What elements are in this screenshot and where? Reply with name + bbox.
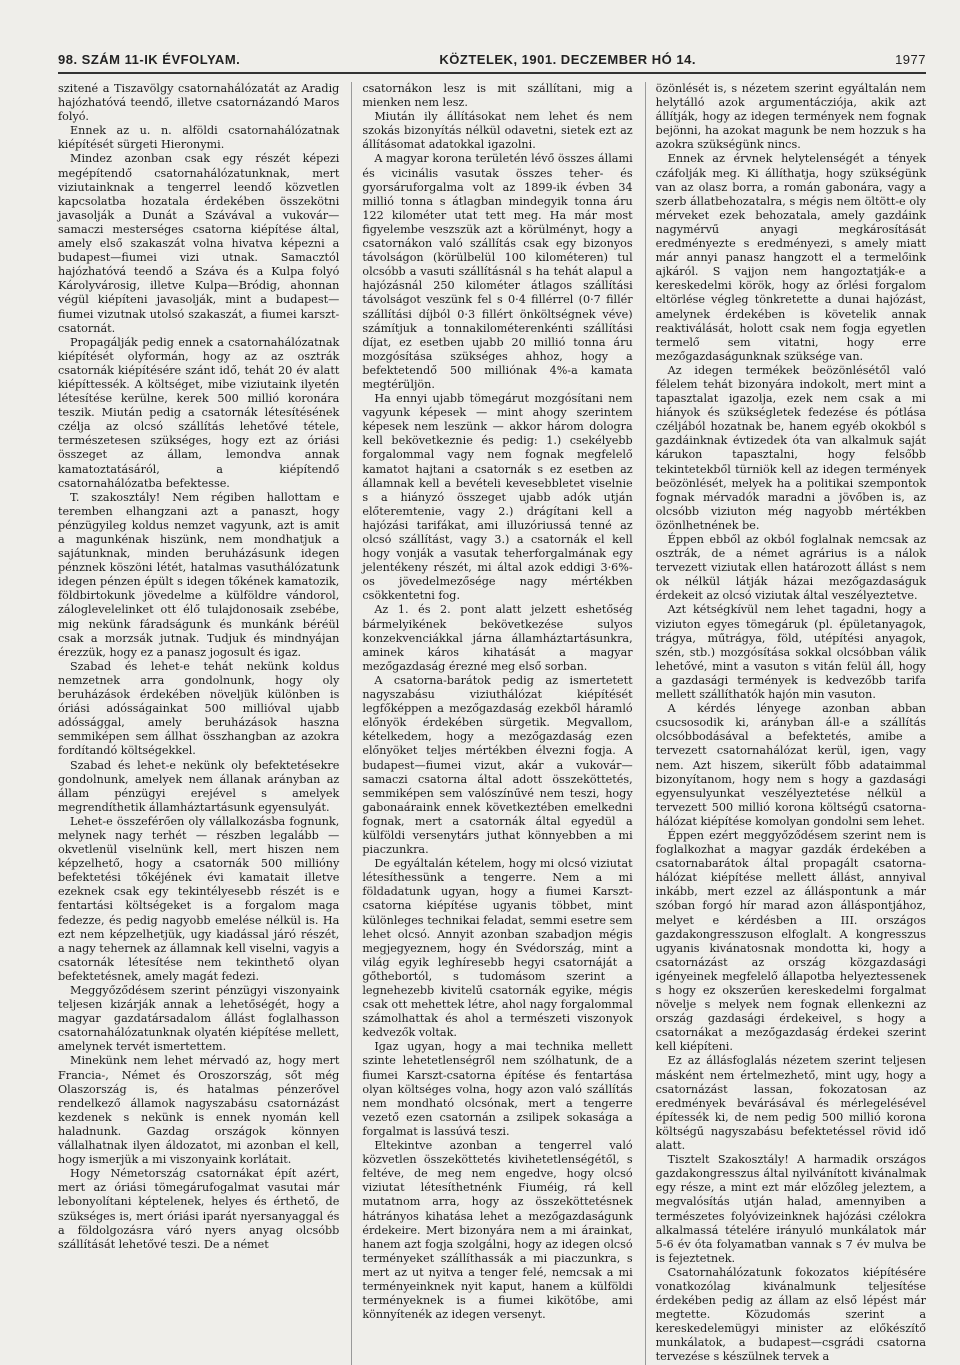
column-3 bbox=[645, 82, 926, 1365]
paragraph: Miután ily állításokat nem lehet és nem szokás bizonyítás nélkül odavetni, sietek ezt az állításomat adatokkal igazolni. bbox=[362, 110, 633, 152]
paragraph: Éppen ebből az okból foglalnak nemcsak az osztrák, de a német agrárius is a nálok tervezett viziutak ellen határozott állást s nem ok nélkül látják házai mezőgazdaságuk érdekeit az olcsó viziutak által veszélyeztetve. bbox=[655, 533, 926, 603]
paragraph: Mindez azonban csak egy részét képezi megépítendő csatornahálózatunknak, mert viziutainknak a tengerrel leendő közvetlen kapcsolatba hozatala érdekében összekötni javasolják a Dunát a Szávával a vukovár—samaczi mesterséges csatorna kiépítése által, amely első szakaszát volna hivatva képezni a budapest—fiumei vizi utnak. Samacztól hajózhatóvá teendő a Száva és a Kulpa folyó Károlyvárosig, illetve Kulpa—Bródig, ahonnan végül kiépíteni javasolják, mint a budapest—fiumei vizutnak utolsó szakaszát, a fiumei karszt-csatornát. bbox=[58, 152, 340, 335]
paragraph: Szabad és lehet-e tehát nekünk koldus nemzetnek arra gondolnunk, hogy oly beruházások érdekében növeljük különben is óriási adósságainkat 500 millióval ujabb adóssággal, amely beruházások haszna semmiképen sem állhat összhangban az azokra fordítandó költségekkel. bbox=[58, 659, 340, 758]
paragraph: A csatorna-barátok pedig az ismertetett nagyszabásu viziuthálózat kiépítését legfőképpen a mezőgazdaság ezekből háramló előnyök érdekében sürgetik. Megvallom, kételkedem, hogy a mezőgazdaság ezen előnyöket teljes mértékben élvezni fogja. A budapest—fiumei vizut, akár a vukovár—samaczi csatorna által adott összeköttetés, semmiképen sem valószínűvé nem teszi, hogy gabonaáraink ennek következtében emelkedni fognak, mert a csatornák által egyedül a külföldi versenytárs juthat könnyebben a mi piaczunkra. bbox=[362, 673, 633, 857]
paragraph: Hogy Németország csatornákat épít azért, mert az óriási tömegárufogalmat vasutai már lebonyolítani képtelenek, helyes és érthető, de szükséges is, mert óriási iparát nyersanyaggal és a földolgozásra váró nyers anyag olcsóbb szállítását lehetővé teszi. De a német bbox=[58, 1167, 340, 1251]
paragraph: Csatornahálózatunk fokozatos kiépítésére vonatkozólag kivánalmunk teljesítése érdekében pedig az állam az első lépést már megtette. Közudomás szerint a kereskedelemügyi minister az előkészítő munkálatok, a budapest—csgrádi csatorna tervezése s készülnek tervek a bbox=[655, 1265, 926, 1364]
column-2 bbox=[351, 82, 632, 1365]
paragraph: szitené a Tiszavölgy csatornahálózatát az Aradig hajózhatóvá teendő, illetve csatornázandó Maros folyó. bbox=[58, 82, 340, 124]
paragraph: A magyar korona területén lévő összes állami és vicinális vasutak összes teher- és gyorsáruforgalma volt az 1899-ik évben 34 millió tonna s átlagban mindegyik tonna áru 122 kilométer utat tett meg. Ha már most figyelembe veszszük azt a körülményt, hogy a csatornákon való szállítás csak egy bizonyos távolságon (körülbelül 100 kilométeren) tul olcsóbb a vasuti szállításnál s ha tehát alapul a hajózásnál 250 kilométer átlagos szállítási távolságot veszünk fel s 0·4 fillérrel (0·7 fillér szállítási díjból 0·3 fillért önköltségnek véve) számítjuk a tonnakilométerenkénti szállítási díjat, ez esetben ujabb 20 millió tonna áru mozgósítása szükséges ahhoz, hogy a befektetendő 500 milliónak 4%-a kamata megtérüljön. bbox=[362, 152, 633, 391]
paragraph: Propagálják pedig ennek a csatornahálózatnak kiépítését olyformán, hogy az az osztrák csatornák kiépítésére szánt idő, tehát 20 év alatt kiépíttessék. A költséget, mibe viziutaink ilyetén létesítése kerülne, kerek 500 millió koronára teszik. Miután pedig a csatornák létesítésének czélja az olcsó szállítás lehetővé tétele, természetesen szükséges, hogy ezt az óriási összeget az állam, lemondva annak kamatoztatásáról, a kiépítendő csatornahálózatba befektesse. bbox=[58, 335, 340, 490]
paragraph: Azt kétségkívül nem lehet tagadni, hogy a viziuton egyes tömegáruk (pl. épületanyagok, trágya, műtrágya, föld, utépítési anyagok, szén, stb.) mozgósítása sokkal olcsóbban válik lehetővé, mint a vasuton s vitán felül áll, hogy a gazdasági termények is kedvezőbb tarifa mellett szállíthatók hajón min vasuton. bbox=[655, 603, 926, 702]
page-number: 1977 bbox=[895, 52, 926, 67]
paragraph: Igaz ugyan, hogy a mai technika mellett szinte lehetetlenségről nem szólhatunk, de a fiumei Karszt-csatorna építése és fentartása olyan költséges volna, hogy azon való szállítás nem mondható olcsónak, mert a tengerre vezető ezen csatornán a zsilipek sokasága a forgalmat is lassúvá teszi. bbox=[362, 1040, 633, 1138]
issue-number: 98. SZÁM 11-IK ÉVFOLYAM. bbox=[58, 52, 241, 67]
paragraph: Az idegen termékek beözönlésétől való félelem tehát bizonyára indokolt, mert mint a tapasztalat igazolja, ezek nem csak a mi hiányok és szükségletek fedezése és pótlása czéljából hozatnak be, hanem egyéb okokból s gazdáinknak évtizedek óta van alkalmuk saját kárukon tapasztalni, hogy felsőbb tekintetekből türniök kell az idegen termények beözönlését, melyek ha a politikai szempontok fognak mérvadók maradni a jövőben is, az olcsóbb viziuton még nagyobb mértékben özönlhetnének be. bbox=[655, 363, 926, 532]
page-header bbox=[58, 52, 926, 67]
paragraph: Meggyőződésem szerint pénzügyi viszonyaink teljesen kizárják annak a lehetőségét, hogy a magyar gazdatársadalom állást foglalhasson csatornahálózatunknak olyatén kiépítése mellett, amelynek tervét ismertettem. bbox=[58, 984, 340, 1054]
paragraph: Ennek az érvnek helytelenségét a tények czáfolják meg. Ki állíthatja, hogy szükségünk van az olasz borra, a román gabonára, vagy a szerb állatbehozatalra, s mégis nem öltött-e oly mérveket ezek behozatala, amely gazdáink nagymérvű anyagi megkárosítását eredményezte s eredményezi, s amely miatt már annyi panasz hangzott el a termelőink ajkáról. S vajjon nem hangoztatják-e a kereskedelmi körök, hogy az őrlési forgalom eltörlése végleg tönkretette a dunai hajózást, amelynek érdekében is követelik annak reaktiválását, holott csak nem fogja egyetlen termelő sem vitatni, hogy erre mezőgazdaságunknak szüksége van. bbox=[655, 152, 926, 363]
paragraph: Az 1. és 2. pont alatt jelzett eshetőség bármelyikének bekövetkezése sulyos konzekvenciákkal járna államháztartásunkra, aminek káros kihatását a magyar mezőgazdaság érezné meg első sorban. bbox=[362, 603, 633, 673]
paragraph: Lehet-e összeférően oly vállalkozásba fognunk, melynek nagy terhét — részben legalább — okvetlenül viselnünk kell, mert hiszen nem képzelhető, hogy a csatornák 500 millióny befektetési tőkéjének évi kamatait illetve ezeknek csak egy tekintélyesebb részét is e fentartási költségeket is a forgalom maga fedezze, és pedig nagyobb emelése nélkül is. Ha ezt nem képzelhetjük, ugy kiadással járó részét, a nagy tehernek az államnak kell viselni, vagyis a csatornák létesítése nem tekinthető olyan befektetésnek, amely magát fedezi. bbox=[58, 814, 340, 983]
paragraph: T. szakosztály! Nem régiben hallottam e teremben elhangzani azt a panaszt, hogy pénzügyileg koldus nemzet vagyunk, azt is amit a magunkénak hiszünk, nem mondhatjuk a sajátunknak, minden beruházásunk idegen pénznek köszöni létét, hatalmas vasuthálózatunk idegen pénzen épült s idegen tőkének kamatozik, földbirtokunk jövedelme a külföldre vándorol, záloglevelelinket ott élő tulajdonosaik zsebébe, mig nekünk fáradságunk és munkánk béréül csak a morzsák jutnak. Tudjuk és mindnyájan érezzük, hogy ez a panasz jogosult és igaz. bbox=[58, 490, 340, 659]
paragraph: Ez az állásfoglalás nézetem szerint teljesen másként nem értelmezhető, mint ugy, hogy a csatornázást lassan, fokozatosan az eredmények bevárásával és mérlegelésével építessék ki, de nem pedig 500 millió korona költségű nagyszabásu befektetéssel rövid idő alatt. bbox=[655, 1054, 926, 1153]
header-rule bbox=[58, 72, 926, 74]
paragraph: özönlését is, s nézetem szerint egyáltalán nem helytálló azok argumentácziója, akik azt állítják, hogy az idegen termények nem fognak bejönni, ha azokat magunk be nem hozzuk s ha azokra szükségünk nincs. bbox=[655, 82, 926, 152]
article-columns bbox=[58, 82, 926, 1364]
paragraph: A kérdés lényege azonban abban csucsosodik ki, arányban áll-e a szállítás olcsóbbodásával a befektetés, amibe a tervezett csatornahálózat kerül, igen, vagy nem. Azt hiszem, sikerült főbb adataimmal bizonyítanom, hogy nem s hogy a gazdasági egyensulyunkat veszélyeztetése nélkül a tervezett 500 millió korona költségű csatorna-hálózat kiépítése komolyan gondolni sem lehet. bbox=[655, 702, 926, 828]
paragraph: Minekünk nem lehet mérvadó az, hogy mert Francia-, Német és Oroszország, sőt még Olaszország is, és hatalmas pénzerővel rendelkező államok nagyszabásu csatornázást kezdenek s nekünk is ennek nyomán kell haladnunk. Gazdag országok könnyen vállalhatnak ilyen áldozatot, mi azonban el kell, hogy ismerjük a mi viszonyaink korlátait. bbox=[58, 1054, 340, 1167]
paragraph: Ha ennyi ujabb tömegárut mozgósítani nem vagyunk képesek — mint ahogy szerintem képesek nem leszünk — akkor három dologra kell bekövetkeznie és pedig: 1.) csekélyebb forgalommal vagy nem fognak megfelelő kamatot hajtani a csatornák s ez esetben az államnak kell a bevételi kevesebbletet viselnie s a hiányzó összeget ujabb adók utján előteremtenie, vagy 2.) drágítani kell a hajózási tarifákat, ami illuzóriussá tenné az olcsó szállítást, vagy 3.) a csatornák el kell hogy vonják a vasutak teherforgalmának egy jelentékeny részét, mi által azok eddigi 3·6%-os jövedelmezősége nagy mértékben csökkentetni fog. bbox=[362, 392, 633, 603]
paragraph: Éppen ezért meggyőződésem szerint nem is foglalkozhat a magyar gazdák érdekében a csatornabarátok által propagált csatorna-hálózat kiépítése mellett állást, annyival inkább, mert ezzel az álláspontunk a már szóban forgó hír marad azon álláspontjához, melyet e kérdésben a III. országos gazdakongresszuson elfoglalt. A kongresszus ugyanis kivánatosnak mondotta ki, hogy a csatornázást az ország közgazdasági igényeinek megfelelő állapotba helyeztessenek s hogy ez okszerűen kereskedelmi forgalmat növelje s melyek nem fognak ellenkezni az ország gazdasági érdekeivel, s hogy a csatornákat a mezőgazdaság érdekei szerint kell kiépíteni. bbox=[655, 828, 926, 1054]
paragraph: Tisztelt Szakosztály! A harmadik országos gazdakongresszus által nyilvánított kivánalmak egy része, a mint ezt már előzőleg jeleztem, a megvalósítás utján halad, amennyiben a természetes folyóvizeinknek hajózási czélokra alkalmassá tételére irányuló munkálatok már 5-6 év óta folyamatban vannak s 7 év mulva be is fejeztetnek. bbox=[655, 1153, 926, 1265]
column-1 bbox=[58, 82, 339, 1365]
publication-date: KÖZTELEK, 1901. DECZEMBER HÓ 14. bbox=[439, 52, 696, 67]
paragraph: De egyáltalán kételem, hogy mi olcsó viziutat létesíthessünk a tengerre. Nem a mi földadatunk ugyan, hogy a fiumei Karszt-csatorna kiépítése ugyanis többet, mint különleges technikai feladat, semmi esetre sem lehet olcsó. Annyit azonban szabadjon mégis megjegyeznem, hogy én Svédország, mint a világ egyik leghíresebb hegyi csatornáját a gőthebortól, s tudomásom szerint a legnehezebb kivitelű csatornák egyike, mégis csak ott mehettek létre, ahol nagy forgalommal számolhattak és ahol a természeti viszonyok kedvezők voltak. bbox=[362, 857, 633, 1040]
paragraph: csatornákon lesz is mit szállítani, mig a mienken nem lesz. bbox=[362, 82, 633, 110]
paragraph: Szabad és lehet-e nekünk oly befektetésekre gondolnunk, amelyek nem állanak arányban az állam pénzügyi erejével s amelyek megrendíthetik államháztartásunk egyensulyát. bbox=[58, 758, 340, 814]
paragraph: Eltekintve azonban a tengerrel való közvetlen összeköttetés kivihetetlenségétől, s feltéve, de meg nem engedve, hogy olcsó viziutat létesíthetnénk Fiuméig, rá kell mutatnom arra, hogy az összeköttetésnek hátrányos kihatása lehet a mezőgazdaságunk érdekeire. Mert bizonyára nem a mi árainkat, hanem azt fogja szolgálni, hogy az idegen olcsó terményeket szállíthassák a mi piaczunkra, s mert az ut nyitva a tenger felé, nemcsak a mi terményeinknek nyit kaput, hanem a külföldi terményeknek is a fiumei kikötőbe, ami könnyítenék az idegen versenyt. bbox=[362, 1139, 633, 1322]
paragraph: Ennek az u. n. alföldi csatornahálózatnak kiépítését sürgeti Hieronymi. bbox=[58, 124, 340, 152]
